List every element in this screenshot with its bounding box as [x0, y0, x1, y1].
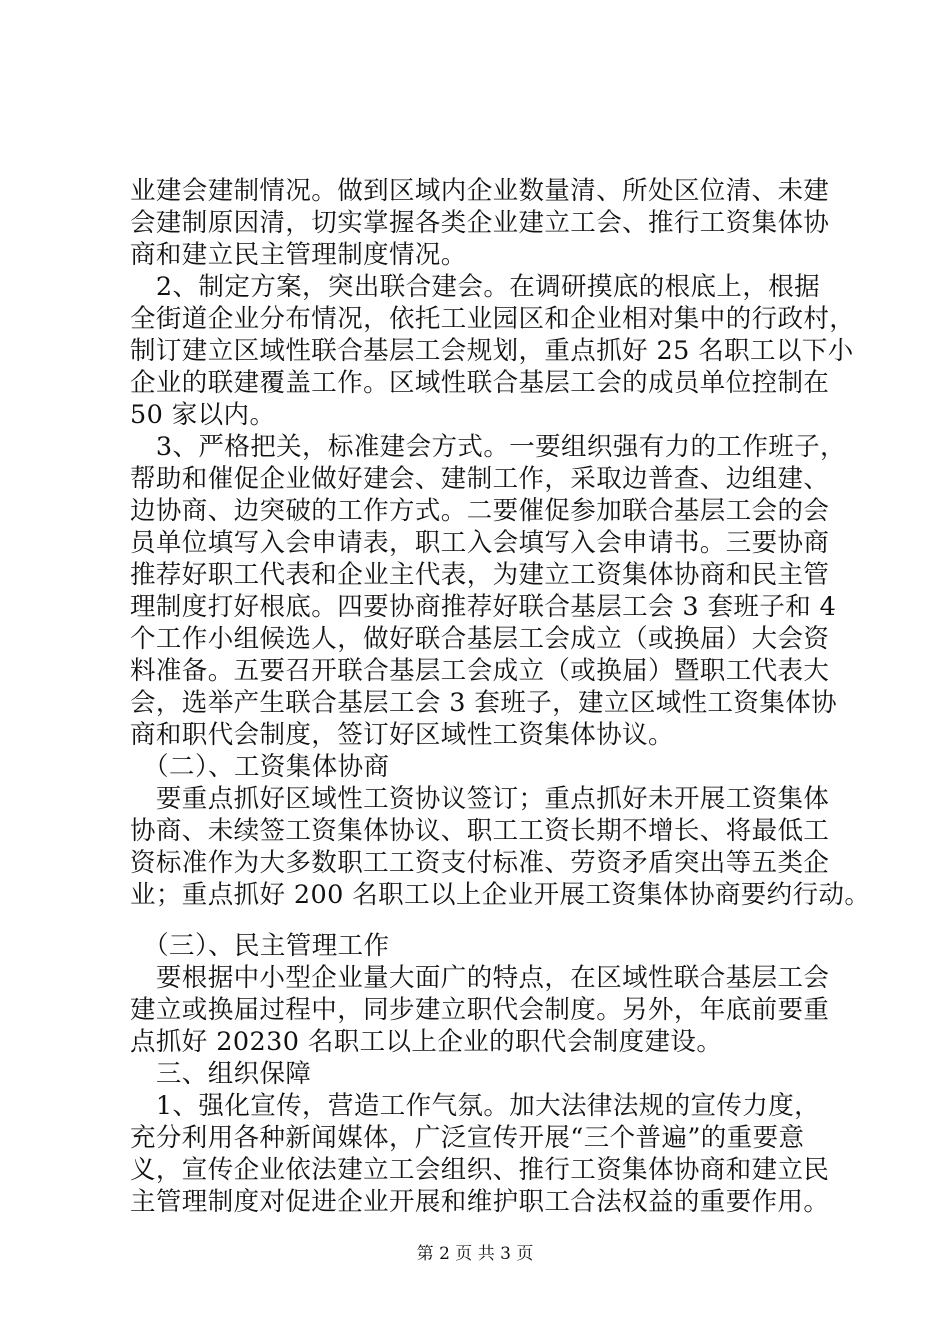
text-line: 全街道企业分布情况，依托工业园区和企业相对集中的行政村，	[130, 304, 856, 334]
text-line: 协商、未续签工资集体协议、职工工资长期不增长、将最低工	[130, 816, 830, 846]
text-line: 主管理制度对促进企业开展和维护职工合法权益的重要作用。	[130, 1187, 830, 1217]
section-heading: （三）、民主管理工作	[130, 931, 390, 961]
text-line: 会，选举产生联合基层工会 3 套班子，建立区域性工资集体协	[130, 688, 838, 718]
text-line: 理制度打好根底。四要协商推荐好联合基层工会 3 套班子和 4	[130, 592, 837, 622]
text-line: 员单位填写入会申请表，职工入会填写入会申请书。三要协商	[130, 528, 830, 558]
section-heading: 三、组织保障	[130, 1059, 312, 1089]
text-line: 2、制定方案，突出联合建会。在调研摸底的根底上，根据	[130, 272, 821, 302]
text-line: 建立或换届过程中，同步建立职代会制度。另外，年底前要重	[130, 995, 830, 1025]
text-line: 点抓好 20230 名职工以上企业的职代会制度建设。	[130, 1027, 723, 1057]
text-line: 商和职代会制度，签订好区域性工资集体协议。	[130, 720, 674, 750]
text-line: 义，宣传企业依法建立工会组织、推行工资集体协商和建立民	[130, 1155, 830, 1185]
text-line: 料准备。五要召开联合基层工会成立（或换届）暨职工代表大	[130, 656, 830, 686]
text-line: 充分利用各种新闻媒体，广泛宣传开展“三个普遍”的重要意	[130, 1123, 805, 1153]
text-line: 商和建立民主管理制度情况。	[130, 240, 467, 270]
text-line: 要重点抓好区域性工资协议签订；重点抓好未开展工资集体	[130, 784, 830, 814]
text-line: 制订建立区域性联合基层工会规划，重点抓好 25 名职工以下小	[130, 336, 854, 366]
text-line: 业；重点抓好 200 名职工以上企业开展工资集体协商要约行动。	[130, 880, 871, 910]
text-line: 会建制原因清，切实掌握各类企业建立工会、推行工资集体协	[130, 208, 830, 238]
text-line: 帮助和催促企业做好建会、建制工作，采取边普查、边组建、	[130, 464, 830, 494]
text-line: 业建会建制情况。做到区域内企业数量清、所处区位清、未建	[130, 176, 830, 206]
text-line: 50 家以内。	[130, 400, 276, 430]
text-line: 个工作小组候选人，做好联合基层工会成立（或换届）大会资	[130, 624, 830, 654]
text-line: 企业的联建覆盖工作。区域性联合基层工会的成员单位控制在	[130, 368, 830, 398]
text-line: 资标准作为大多数职工工资支付标准、劳资矛盾突出等五类企	[130, 848, 830, 878]
text-line: 边协商、边突破的工作方式。二要催促参加联合基层工会的会	[130, 496, 830, 526]
section-heading: （二）、工资集体协商	[130, 752, 390, 782]
text-line: 3、严格把关，标准建会方式。一要组织强有力的工作班子，	[130, 432, 846, 462]
text-line: 要根据中小型企业量大面广的特点，在区域性联合基层工会	[130, 963, 830, 993]
text-line: 1、强化宣传，营造工作气氛。加大法律法规的宣传力度，	[130, 1091, 821, 1121]
text-line: 推荐好职工代表和企业主代表，为建立工资集体协商和民主管	[130, 560, 830, 590]
page-footer: 第 2 页 共 3 页	[416, 1244, 534, 1264]
